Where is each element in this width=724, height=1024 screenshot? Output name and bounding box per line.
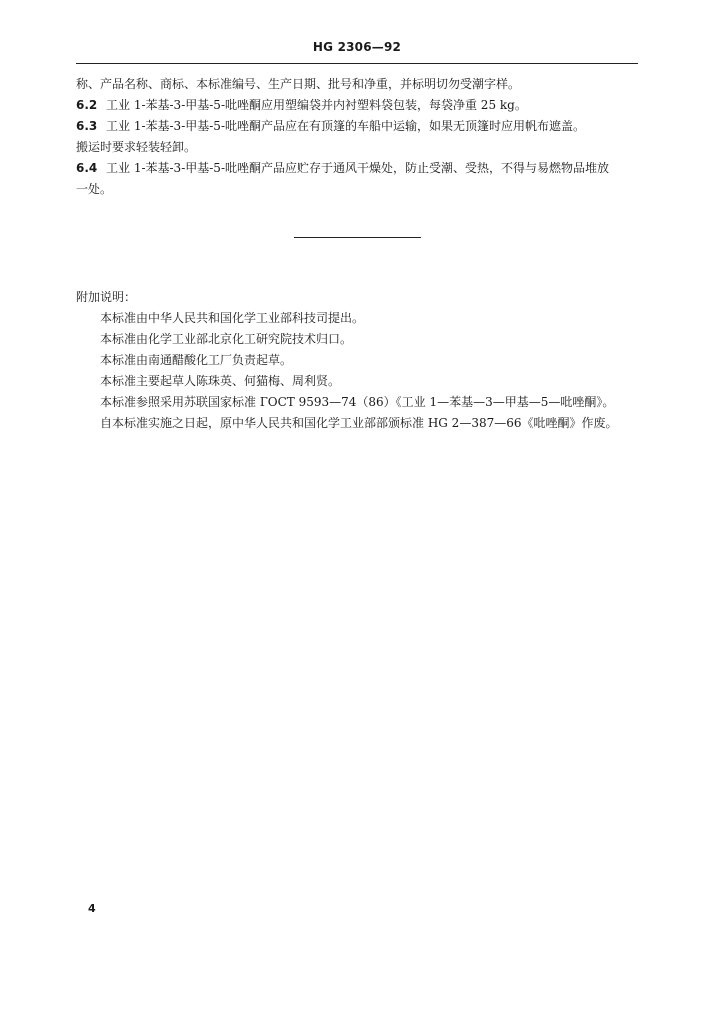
clause-6-4-continuation: 一处。: [76, 182, 113, 196]
note-line: 自本标准实施之日起，原中华人民共和国化学工业部部颁标准 HG 2—387—66《吡唑酮》作废。: [100, 416, 618, 430]
page-number: 4: [88, 902, 96, 915]
document-body: [76, 74, 638, 200]
note-line: 本标准由化学工业部北京化工研究院技术归口。: [100, 332, 353, 346]
clause-number: 6.2: [76, 98, 98, 112]
clause-text: 工业 1-苯基-3-甲基-5-吡唑酮应用塑编袋并内衬塑料袋包装，每袋净重 25 kg。: [106, 98, 527, 112]
continuation-line: 称、产品名称、商标、本标准编号、生产日期、批号和净重，并标明切勿受潮字样。: [76, 77, 521, 91]
clause-text: 工业 1-苯基-3-甲基-5-吡唑酮产品应贮存于通风干燥处，防止受潮、受热，不得与易燃物品堆放: [106, 161, 609, 175]
additional-notes: [76, 287, 638, 434]
clause-6-3: [76, 116, 638, 137]
clause-number: 6.3: [76, 119, 98, 133]
clause-6-3-continuation: 搬运时要求轻装轻卸。: [76, 140, 197, 154]
clause-6-4: [76, 158, 638, 179]
page-header-standard-code: HG 2306—92: [312, 40, 402, 54]
section-divider: [294, 237, 421, 238]
note-line: 本标准由中华人民共和国化学工业部科技司提出。: [100, 311, 365, 325]
clause-6-2: [76, 95, 638, 116]
note-line: 本标准主要起草人陈珠英、何猫梅、周利贤。: [100, 374, 341, 388]
clause-text: 工业 1-苯基-3-甲基-5-吡唑酮产品应在有顶篷的车船中运输，如果无顶篷时应用帆布遮盖。: [106, 119, 585, 133]
note-line: 本标准由南通醋酸化工厂负责起草。: [100, 353, 293, 367]
clause-number: 6.4: [76, 161, 98, 175]
header-rule: [76, 63, 638, 64]
note-line: 本标准参照采用苏联国家标准 ГОСТ 9593—74（86）《工业 1—苯基—3—甲基—5—吡唑酮》。: [100, 395, 615, 409]
notes-title: 附加说明：: [76, 290, 137, 304]
